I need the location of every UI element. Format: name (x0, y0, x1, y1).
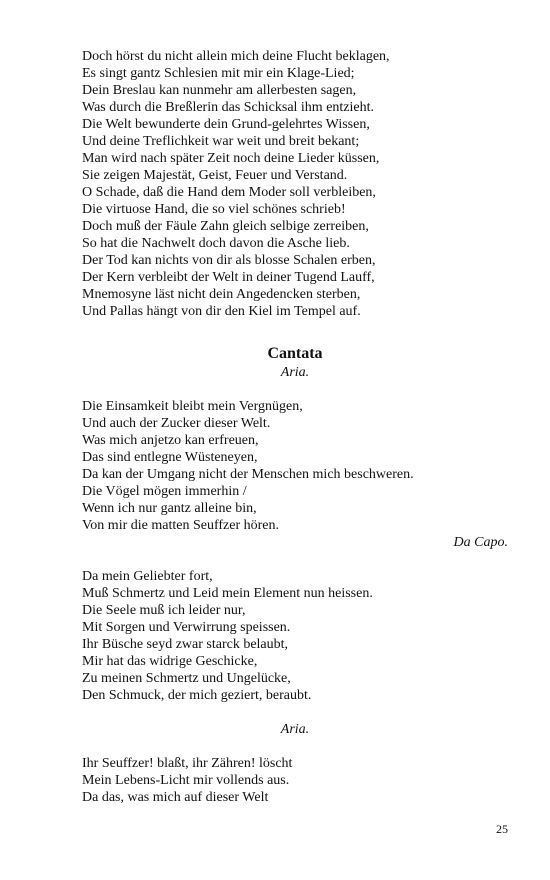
poem-line: Dein Breslau kan nunmehr am allerbesten sagen, (82, 83, 357, 98)
aria-heading: Aria. (280, 365, 310, 380)
poem-line: So hat die Nachwelt doch davon die Asche lieb. (82, 236, 350, 251)
recitative-stanza (82, 568, 508, 704)
aria-line: Mein Lebens-Licht mir vollends aus. (82, 773, 290, 788)
aria-line: Da das, was mich auf dieser Welt (82, 790, 269, 805)
poem-line: Doch muß der Fäule Zahn gleich selbige zerreiben, (82, 219, 369, 234)
page-content (82, 48, 508, 806)
aria-line: Das sind entlegne Wüsteneyen, (82, 450, 258, 465)
poem-line: Was durch die Breßlerin das Schicksal ihm entzieht. (82, 100, 375, 115)
recitative-line: Ihr Büsche seyd zwar starck belaubt, (82, 637, 289, 652)
aria-line: Die Vögel mögen immerhin / (82, 484, 247, 499)
poem-line: Und Pallas hängt von dir den Kiel im Tempel auf. (82, 304, 361, 319)
poem-line: Sie zeigen Majestät, Geist, Feuer und Verstand. (82, 168, 348, 183)
aria-line: Ihr Seuffzer! blaßt, ihr Zähren! löscht (82, 756, 293, 771)
aria-stanza (82, 755, 508, 806)
poem-line: Die Welt bewunderte dein Grund-gelehrtes Wissen, (82, 117, 370, 132)
poem-line: Die virtuose Hand, die so viel schönes schrieb! (82, 202, 346, 217)
cantata-title: Cantata (267, 345, 323, 362)
da-capo-marking: Da Capo. (453, 535, 508, 550)
poem-line: Doch hörst du nicht allein mich deine Flucht beklagen, (82, 49, 390, 64)
recitative-line: Mir hat das widrige Geschicke, (82, 654, 258, 669)
poem-line: Man wird nach später Zeit noch deine Lieder küssen, (82, 151, 380, 166)
aria-line: Von mir die matten Seuffzer hören. (82, 518, 279, 533)
poem-stanza (82, 48, 508, 320)
poem-line: Und deine Treflichkeit war weit und breit bekant; (82, 134, 360, 149)
poem-line: Der Kern verbleibt der Welt in deiner Tugend Lauff, (82, 270, 375, 285)
poem-line: Mnemosyne läst nicht dein Angedencken sterben, (82, 287, 361, 302)
recitative-line: Da mein Geliebter fort, (82, 569, 213, 584)
recitative-line: Zu meinen Schmertz und Ungelücke, (82, 671, 291, 686)
poem-line: O Schade, daß die Hand dem Moder soll verbleiben, (82, 185, 376, 200)
aria-heading: Aria. (280, 722, 310, 737)
aria-line: Da kan der Umgang nicht der Menschen mich beschweren. (82, 467, 414, 482)
aria-line: Wenn ich nur gantz alleine bin, (82, 501, 257, 516)
recitative-line: Den Schmuck, der mich geziert, beraubt. (82, 688, 312, 703)
aria-line: Die Einsamkeit bleibt mein Vergnügen, (82, 399, 303, 414)
poem-line: Der Tod kan nichts von dir als blosse Schalen erben, (82, 253, 376, 268)
poem-line: Es singt gantz Schlesien mit mir ein Klage-Lied; (82, 66, 355, 81)
aria-line: Und auch der Zucker dieser Welt. (82, 416, 271, 431)
page-number: 25 (496, 822, 508, 836)
aria-line: Was mich anjetzo kan erfreuen, (82, 433, 259, 448)
aria-stanza (82, 398, 508, 534)
recitative-line: Die Seele muß ich leider nur, (82, 603, 246, 618)
recitative-line: Muß Schmertz und Leid mein Element nun heissen. (82, 586, 373, 601)
recitative-line: Mit Sorgen und Verwirrung speissen. (82, 620, 291, 635)
